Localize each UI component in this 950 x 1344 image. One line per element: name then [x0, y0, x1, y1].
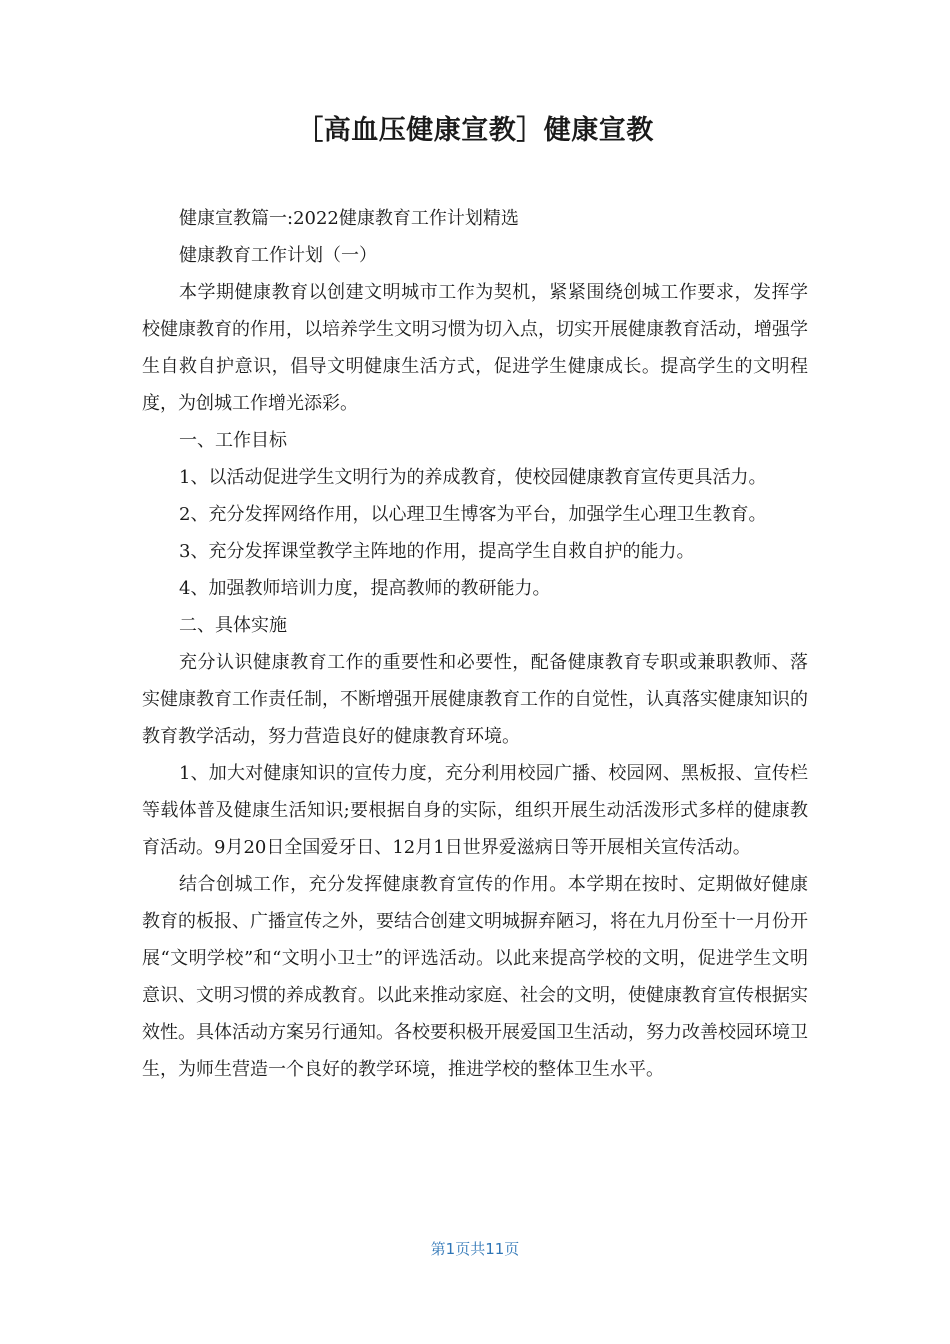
paragraph-implementation-heading: 二、具体实施: [179, 615, 287, 636]
document-body: [142, 200, 808, 1088]
document-title: ［高血压健康宣教］健康宣教: [296, 115, 654, 146]
paragraph-implementation: 充分认识健康教育工作的重要性和必要性，配备健康教育专职或兼职教师、落实健康教育工作责任制，不断增强开展健康教育工作的自觉性，认真落实健康知识的教育教学活动，努力营造良好的健康教育环境。: [142, 652, 808, 747]
paragraph-combine: 结合创城工作，充分发挥健康教育宣传的作用。本学期在按时、定期做好健康教育的板报、广播宣传之外，要结合创建文明城摒弃陋习，将在九月份至十一月份开展“文明学校”和“文明小卫士”的评选活动。以此来提高学校的文明，促进学生文明意识、文明习惯的养成教育。以此来推动家庭、社会的文明，使健康教育宣传根据实效性。具体活动方案另行通知。各校要积极开展爱国卫生活动，努力改善校园环境卫生，为师生营造一个良好的教学环境，推进学校的整体卫生水平。: [142, 874, 808, 1080]
paragraph-goal-2: 2、充分发挥网络作用，以心理卫生博客为平台，加强学生心理卫生教育。: [179, 504, 767, 525]
paragraph-section-heading: 健康宣教篇一:2022健康教育工作计划精选: [179, 208, 519, 229]
page-number-footer: 第1页共11页: [430, 1240, 520, 1258]
paragraph-goal-3: 3、充分发挥课堂教学主阵地的作用，提高学生自救自护的能力。: [179, 541, 695, 562]
paragraph-item-1: 1、加大对健康知识的宣传力度，充分利用校园广播、校园网、黑板报、宣传栏等载体普及健康生活知识;要根据自身的实际，组织开展生动活泼形式多样的健康教育活动。9月20日全国爱牙日、12月1日世界爱滋病日等开展相关宣传活动。: [142, 763, 808, 858]
paragraph-goal-4: 4、加强教师培训力度，提高教师的教研能力。: [179, 578, 551, 599]
paragraph-intro: 本学期健康教育以创建文明城市工作为契机，紧紧围绕创城工作要求，发挥学校健康教育的作用，以培养学生文明习惯为切入点，切实开展健康教育活动，增强学生自救自护意识，倡导文明健康生活方式，促进学生健康成长。提高学生的文明程度，为创城工作增光添彩。: [142, 282, 808, 414]
paragraph-goals-heading: 一、工作目标: [179, 430, 287, 451]
paragraph-goal-1: 1、以活动促进学生文明行为的养成教育，使校园健康教育宣传更具活力。: [179, 467, 767, 488]
paragraph-plan-title: 健康教育工作计划（一）: [179, 245, 377, 266]
